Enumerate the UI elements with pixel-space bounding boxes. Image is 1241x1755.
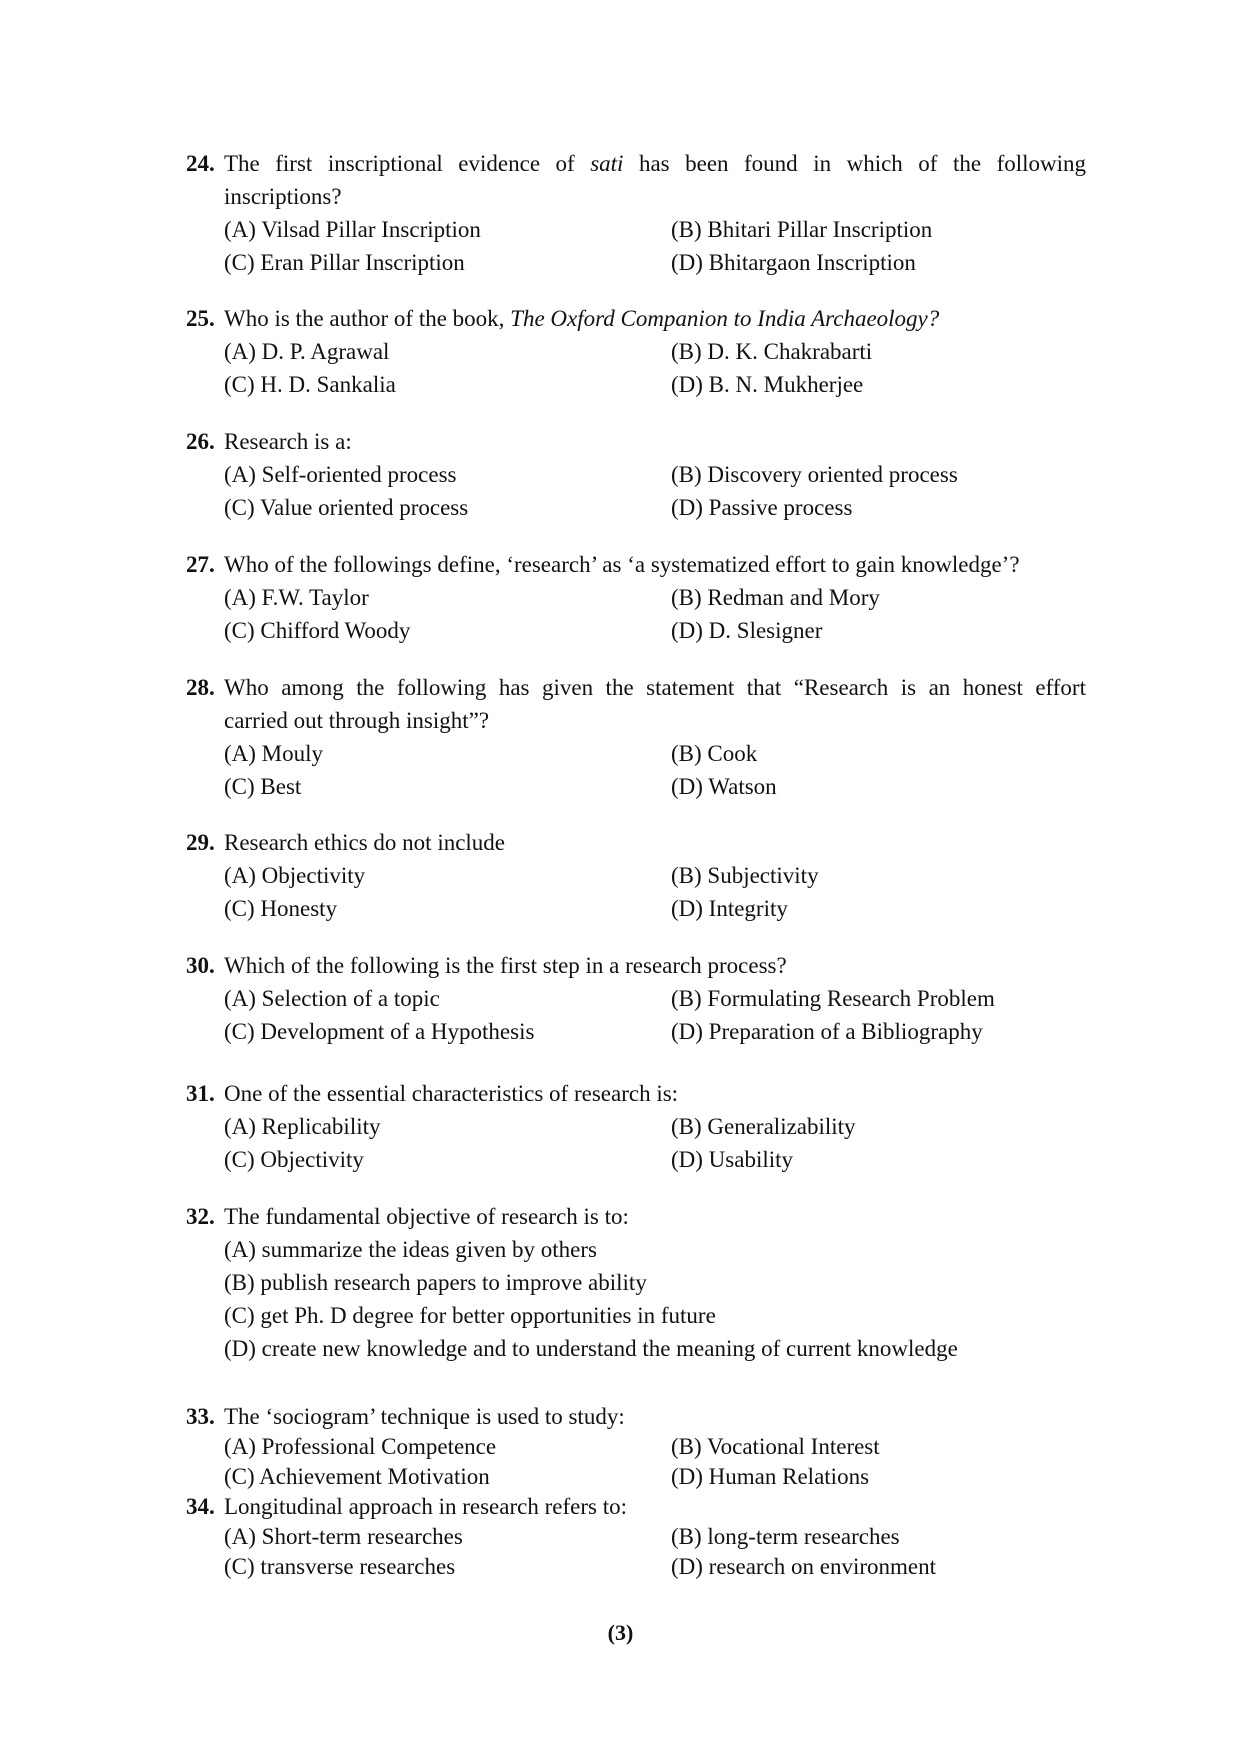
question-number: 33. <box>186 1404 215 1429</box>
option-c: (C) Objectivity <box>224 1147 364 1172</box>
option-d: (D) Preparation of a Bibliography <box>671 1019 983 1044</box>
question-31 <box>186 1077 1086 1176</box>
question-stem: The ‘sociogram’ technique is used to study: <box>224 1404 625 1429</box>
question-number: 34. <box>186 1494 215 1519</box>
question-33 <box>186 1402 1086 1492</box>
question-number: 24. <box>186 151 215 176</box>
option-a: (A) F.W. Taylor <box>224 585 369 610</box>
option-a: (A) Professional Competence <box>224 1434 497 1459</box>
option-a: (A) Short-term researches <box>224 1524 463 1549</box>
question-32 <box>186 1200 1086 1365</box>
question-stem: The fundamental objective of research is to: <box>224 1204 629 1229</box>
option-b: (B) publish research papers to improve ability <box>224 1270 647 1295</box>
question-number: 31. <box>186 1081 215 1106</box>
option-c: (C) transverse researches <box>224 1554 456 1579</box>
option-b: (B) Vocational Interest <box>671 1434 880 1459</box>
question-stem: Longitudinal approach in research refers to: <box>224 1494 627 1519</box>
option-d: (D) Integrity <box>671 896 788 921</box>
question-number: 29. <box>186 830 215 855</box>
question-number: 27. <box>186 552 215 577</box>
question-stem: Research ethics do not include <box>224 830 506 855</box>
option-d: (D) B. N. Mukherjee <box>671 372 864 397</box>
option-a: (A) Mouly <box>224 741 324 766</box>
option-a: (A) Objectivity <box>224 863 366 888</box>
option-c: (C) Value oriented process <box>224 495 469 520</box>
option-c: (C) Honesty <box>224 896 338 921</box>
question-stem: Which of the following is the first step in a research process? <box>224 953 787 978</box>
question-stem: Research is a: <box>224 429 352 454</box>
question-stem-continued: carried out through insight”? <box>224 708 490 733</box>
question-number: 28. <box>186 675 215 700</box>
option-c: (C) Best <box>224 774 302 799</box>
question-24 <box>186 147 1086 279</box>
option-d: (D) Passive process <box>671 495 853 520</box>
question-34 <box>186 1492 1086 1582</box>
question-27 <box>186 548 1086 647</box>
question-25 <box>186 302 1086 401</box>
option-b: (B) Discovery oriented process <box>671 462 958 487</box>
option-b: (B) Subjectivity <box>671 863 819 888</box>
question-26 <box>186 425 1086 524</box>
italic-term: sati <box>590 151 624 176</box>
question-stem-continued: inscriptions? <box>224 184 342 209</box>
option-c: (C) Achievement Motivation <box>224 1464 490 1489</box>
question-number: 26. <box>186 429 215 454</box>
question-29 <box>186 826 1086 925</box>
option-a: (A) Replicability <box>224 1114 381 1139</box>
option-c: (C) H. D. Sankalia <box>224 372 396 397</box>
option-b: (B) long-term researches <box>671 1524 900 1549</box>
option-b: (B) D. K. Chakrabarti <box>671 339 873 364</box>
option-d: (D) Usability <box>671 1147 794 1172</box>
option-a: (A) Vilsad Pillar Inscription <box>224 217 481 242</box>
option-c: (C) get Ph. D degree for better opportunities in future <box>224 1303 716 1328</box>
option-b: (B) Redman and Mory <box>671 585 880 610</box>
option-b: (B) Cook <box>671 741 758 766</box>
question-stem: Who among the following has given the statement that “Research is an honest effort <box>224 675 1086 700</box>
question-stem: Who of the followings define, ‘research’ as ‘a systematized effort to gain knowledge’? <box>224 552 1020 577</box>
option-a: (A) Self-oriented process <box>224 462 457 487</box>
question-number: 25. <box>186 306 215 331</box>
option-a: (A) D. P. Agrawal <box>224 339 390 364</box>
option-a: (A) Selection of a topic <box>224 986 440 1011</box>
option-a: (A) summarize the ideas given by others <box>224 1237 597 1262</box>
option-d: (D) D. Slesigner <box>671 618 823 643</box>
question-number: 30. <box>186 953 215 978</box>
option-b: (B) Bhitari Pillar Inscription <box>671 217 933 242</box>
question-30 <box>186 949 1086 1048</box>
option-d: (D) Watson <box>671 774 777 799</box>
option-c: (C) Eran Pillar Inscription <box>224 250 465 275</box>
option-d: (D) create new knowledge and to understand the meaning of current knowledge <box>224 1336 958 1361</box>
question-number: 32. <box>186 1204 215 1229</box>
option-b: (B) Generalizability <box>671 1114 856 1139</box>
question-28 <box>186 671 1086 803</box>
question-stem: Who is the author of the book, The Oxford Companion to India Archaeology? <box>224 306 940 331</box>
option-d: (D) Human Relations <box>671 1464 870 1489</box>
option-b: (B) Formulating Research Problem <box>671 986 995 1011</box>
question-stem: One of the essential characteristics of research is: <box>224 1081 679 1106</box>
question-stem: The first inscriptional evidence of sati has been found in which of the following <box>224 151 1087 176</box>
option-d: (D) research on environment <box>671 1554 937 1579</box>
book-title: The Oxford Companion to India Archaeology? <box>510 306 940 331</box>
option-c: (C) Development of a Hypothesis <box>224 1019 535 1044</box>
page-number: (3) <box>607 1620 634 1645</box>
option-c: (C) Chifford Woody <box>224 618 411 643</box>
option-d: (D) Bhitargaon Inscription <box>671 250 916 275</box>
